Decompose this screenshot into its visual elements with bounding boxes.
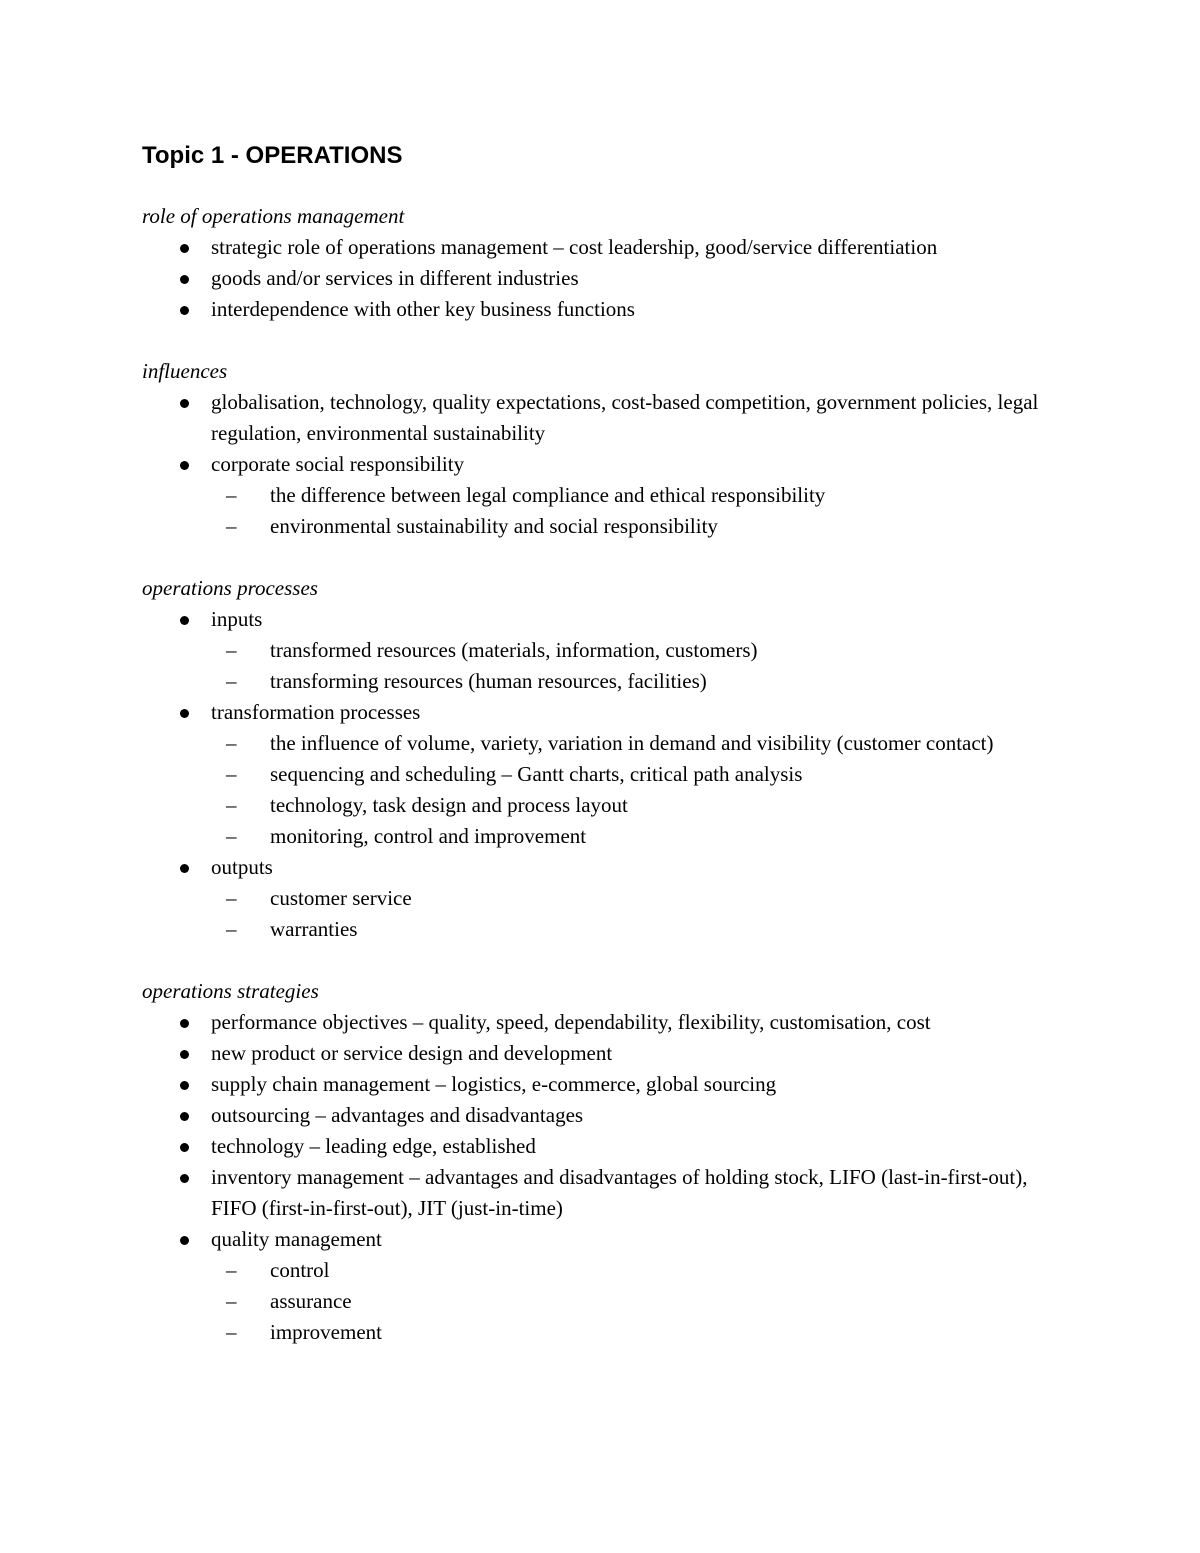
- list-item: [142, 1007, 1042, 1038]
- sub-list-item: [142, 790, 1042, 821]
- dash-bullet-icon: –: [226, 762, 237, 786]
- list-item: [142, 604, 1042, 697]
- list-item-text: interdependence with other key business functions: [211, 297, 635, 321]
- sub-list-item-text: transforming resources (human resources, facilities): [270, 669, 707, 693]
- sub-list-item-text: environmental sustainability and social responsibility: [270, 514, 718, 538]
- list-item: [142, 1162, 1042, 1224]
- bullet-dot-icon: [180, 864, 189, 873]
- document-title: Topic 1 - OPERATIONS: [142, 142, 403, 169]
- sub-list-item: [142, 480, 1042, 511]
- list-item: [142, 1038, 1042, 1069]
- sub-list-item: [142, 1286, 1042, 1317]
- bullet-dot-icon: [180, 1236, 189, 1245]
- bullet-list: [142, 1007, 1042, 1348]
- sub-list-item-text: customer service: [270, 886, 412, 910]
- sub-list-item-text: assurance: [270, 1289, 352, 1313]
- sections-container: [142, 201, 1042, 1348]
- bullet-dot-icon: [180, 1081, 189, 1090]
- sub-list-item: [142, 511, 1042, 542]
- sub-list-item: [142, 635, 1042, 666]
- list-item: [142, 1224, 1042, 1348]
- list-item-text: corporate social responsibility: [211, 452, 465, 476]
- dash-bullet-icon: –: [226, 669, 237, 693]
- dash-bullet-icon: –: [226, 1289, 237, 1313]
- bullet-list: [142, 387, 1042, 542]
- section-heading: operations strategies: [142, 979, 319, 1003]
- section: [142, 201, 1042, 325]
- dash-bullet-icon: –: [226, 483, 237, 507]
- list-item-text: supply chain management – logistics, e-commerce, global sourcing: [211, 1072, 777, 1096]
- sub-list-item: [142, 759, 1042, 790]
- sub-list-item-text: the difference between legal compliance and ethical responsibility: [270, 483, 826, 507]
- list-item-text: outputs: [211, 855, 273, 879]
- list-item-text: transformation processes: [211, 700, 421, 724]
- bullet-dot-icon: [180, 1112, 189, 1121]
- sub-list-item-text: control: [270, 1258, 330, 1282]
- dash-bullet-icon: –: [226, 793, 237, 817]
- list-item: [142, 852, 1042, 945]
- list-item-text: goods and/or services in different industries: [211, 266, 579, 290]
- bullet-dot-icon: [180, 461, 189, 470]
- bullet-dot-icon: [180, 1174, 189, 1183]
- sub-list-item: [142, 1255, 1042, 1286]
- section-heading: operations processes: [142, 576, 318, 600]
- section-heading: influences: [142, 359, 228, 383]
- list-item-text: quality management: [211, 1227, 382, 1251]
- bullet-dot-icon: [180, 1019, 189, 1028]
- list-item: [142, 232, 1042, 263]
- list-item-text: new product or service design and development: [211, 1041, 613, 1065]
- bullet-list: [142, 604, 1042, 945]
- sub-list: [142, 480, 1042, 542]
- list-item: [142, 263, 1042, 294]
- list-item-text: outsourcing – advantages and disadvantages: [211, 1103, 584, 1127]
- sub-list-item: [142, 821, 1042, 852]
- dash-bullet-icon: –: [226, 731, 237, 755]
- section-heading: role of operations management: [142, 204, 405, 228]
- dash-bullet-icon: –: [226, 1258, 237, 1282]
- dash-bullet-icon: –: [226, 824, 237, 848]
- bullet-dot-icon: [180, 1050, 189, 1059]
- section: [142, 356, 1042, 542]
- bullet-list: [142, 232, 1042, 325]
- sub-list-item-text: monitoring, control and improvement: [270, 824, 587, 848]
- sub-list: [142, 883, 1042, 945]
- section: [142, 573, 1042, 945]
- bullet-dot-icon: [180, 709, 189, 718]
- document-page: [142, 140, 1042, 1379]
- dash-bullet-icon: –: [226, 1320, 237, 1344]
- list-item-text: performance objectives – quality, speed, dependability, flexibility, customisation, cost: [211, 1010, 931, 1034]
- bullet-dot-icon: [180, 306, 189, 315]
- list-item-text: technology – leading edge, established: [211, 1134, 536, 1158]
- bullet-dot-icon: [180, 616, 189, 625]
- sub-list: [142, 1255, 1042, 1348]
- sub-list-item: [142, 1317, 1042, 1348]
- list-item-text: globalisation, technology, quality expectations, cost-based competition, government policies, legal regulation, environmental sustainability: [211, 390, 1039, 445]
- bullet-dot-icon: [180, 1143, 189, 1152]
- sub-list: [142, 635, 1042, 697]
- list-item-text: inputs: [211, 607, 263, 631]
- sub-list-item-text: improvement: [270, 1320, 382, 1344]
- list-item: [142, 697, 1042, 852]
- dash-bullet-icon: –: [226, 917, 237, 941]
- list-item: [142, 387, 1042, 449]
- list-item: [142, 449, 1042, 542]
- bullet-dot-icon: [180, 244, 189, 253]
- list-item: [142, 1069, 1042, 1100]
- sub-list-item: [142, 914, 1042, 945]
- sub-list-item: [142, 728, 1042, 759]
- dash-bullet-icon: –: [226, 514, 237, 538]
- dash-bullet-icon: –: [226, 886, 237, 910]
- list-item: [142, 294, 1042, 325]
- sub-list: [142, 728, 1042, 852]
- list-item-text: strategic role of operations management – cost leadership, good/service differentiation: [211, 235, 938, 259]
- list-item-text: inventory management – advantages and disadvantages of holding stock, LIFO (last-in-first-out), FIFO (first-in-first-out), JIT (just-in-time): [211, 1165, 1028, 1220]
- bullet-dot-icon: [180, 399, 189, 408]
- bullet-dot-icon: [180, 275, 189, 284]
- section: [142, 976, 1042, 1348]
- sub-list-item-text: sequencing and scheduling – Gantt charts, critical path analysis: [270, 762, 803, 786]
- sub-list-item-text: technology, task design and process layout: [270, 793, 628, 817]
- sub-list-item-text: transformed resources (materials, information, customers): [270, 638, 758, 662]
- dash-bullet-icon: –: [226, 638, 237, 662]
- list-item: [142, 1100, 1042, 1131]
- sub-list-item: [142, 883, 1042, 914]
- sub-list-item: [142, 666, 1042, 697]
- sub-list-item-text: the influence of volume, variety, variation in demand and visibility (customer contact): [270, 731, 994, 755]
- sub-list-item-text: warranties: [270, 917, 358, 941]
- list-item: [142, 1131, 1042, 1162]
